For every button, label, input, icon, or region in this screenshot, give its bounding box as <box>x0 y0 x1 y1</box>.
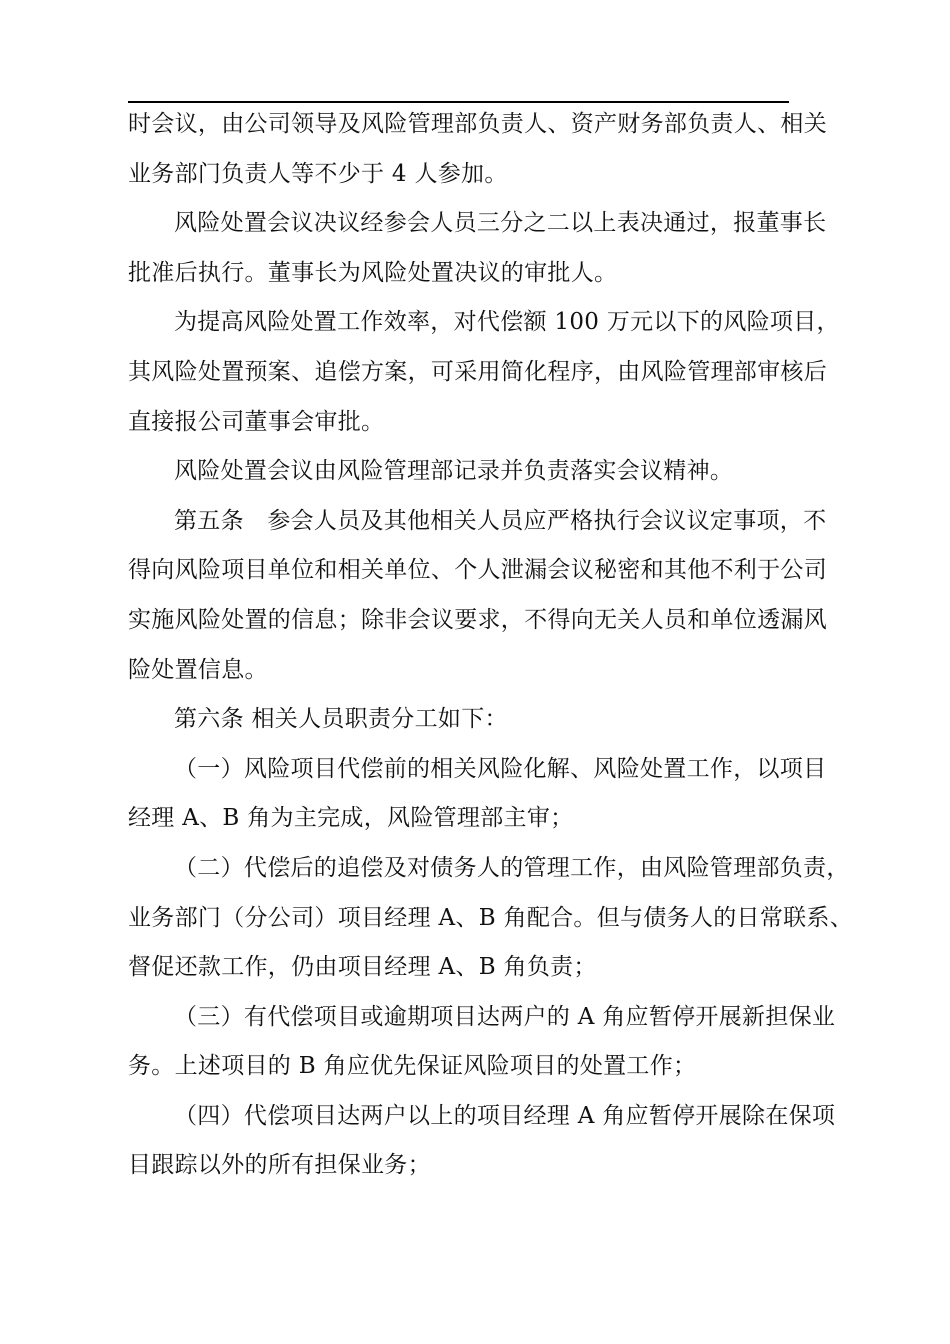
text-line: （二）代偿后的追偿及对债务人的管理工作，由风险管理部负责， <box>174 854 850 881</box>
text-line: 为提高风险处置工作效率，对代偿额 100 万元以下的风险项目， <box>174 309 840 336</box>
text-line: 得向风险项目单位和相关单位、个人泄漏会议秘密和其他不利于公司 <box>128 557 827 584</box>
text-line: 时会议，由公司领导及风险管理部负责人、资产财务部负责人、相关 <box>128 111 827 137</box>
text-line: 经理 A、B 角为主完成，风险管理部主审； <box>128 805 574 832</box>
text-line: 险处置信息。 <box>128 656 268 683</box>
text-line: 第五条 参会人员及其他相关人员应严格执行会议议定事项，不 <box>174 507 827 534</box>
document-body <box>128 100 854 1191</box>
text-line: （一）风险项目代偿前的相关风险化解、风险处置工作，以项目 <box>174 755 827 782</box>
text-line: 业务部门（分公司）项目经理 A、B 角配合。但与债务人的日常联系、 <box>128 904 854 931</box>
text-line: 直接报公司董事会审批。 <box>128 408 385 435</box>
text-line: 务。上述项目的 B 角应优先保证风险项目的处置工作； <box>128 1053 697 1080</box>
text-line: 目跟踪以外的所有担保业务； <box>128 1152 431 1179</box>
text-line: （四）代偿项目达两户以上的项目经理 A 角应暂停开展除在保项 <box>174 1102 836 1129</box>
text-line: 业务部门负责人等不少于 4 人参加。 <box>128 160 508 187</box>
text-line: 风险处置会议决议经参会人员三分之二以上表决通过，报董事长 <box>174 210 827 237</box>
text-line: 实施风险处置的信息；除非会议要求，不得向无关人员和单位透漏风 <box>128 606 827 633</box>
text-line: 督促还款工作，仍由项目经理 A、B 角负责； <box>128 954 597 981</box>
text-line: （三）有代偿项目或逾期项目达两户的 A 角应暂停开展新担保业 <box>174 1003 836 1030</box>
text-line: 第六条 相关人员职责分工如下： <box>174 706 508 733</box>
text-line: 批准后执行。董事长为风险处置决议的审批人。 <box>128 259 618 286</box>
text-line: 风险处置会议由风险管理部记录并负责落实会议精神。 <box>174 458 734 485</box>
text-line: 其风险处置预案、追偿方案，可采用简化程序，由风险管理部审核后 <box>128 358 827 385</box>
